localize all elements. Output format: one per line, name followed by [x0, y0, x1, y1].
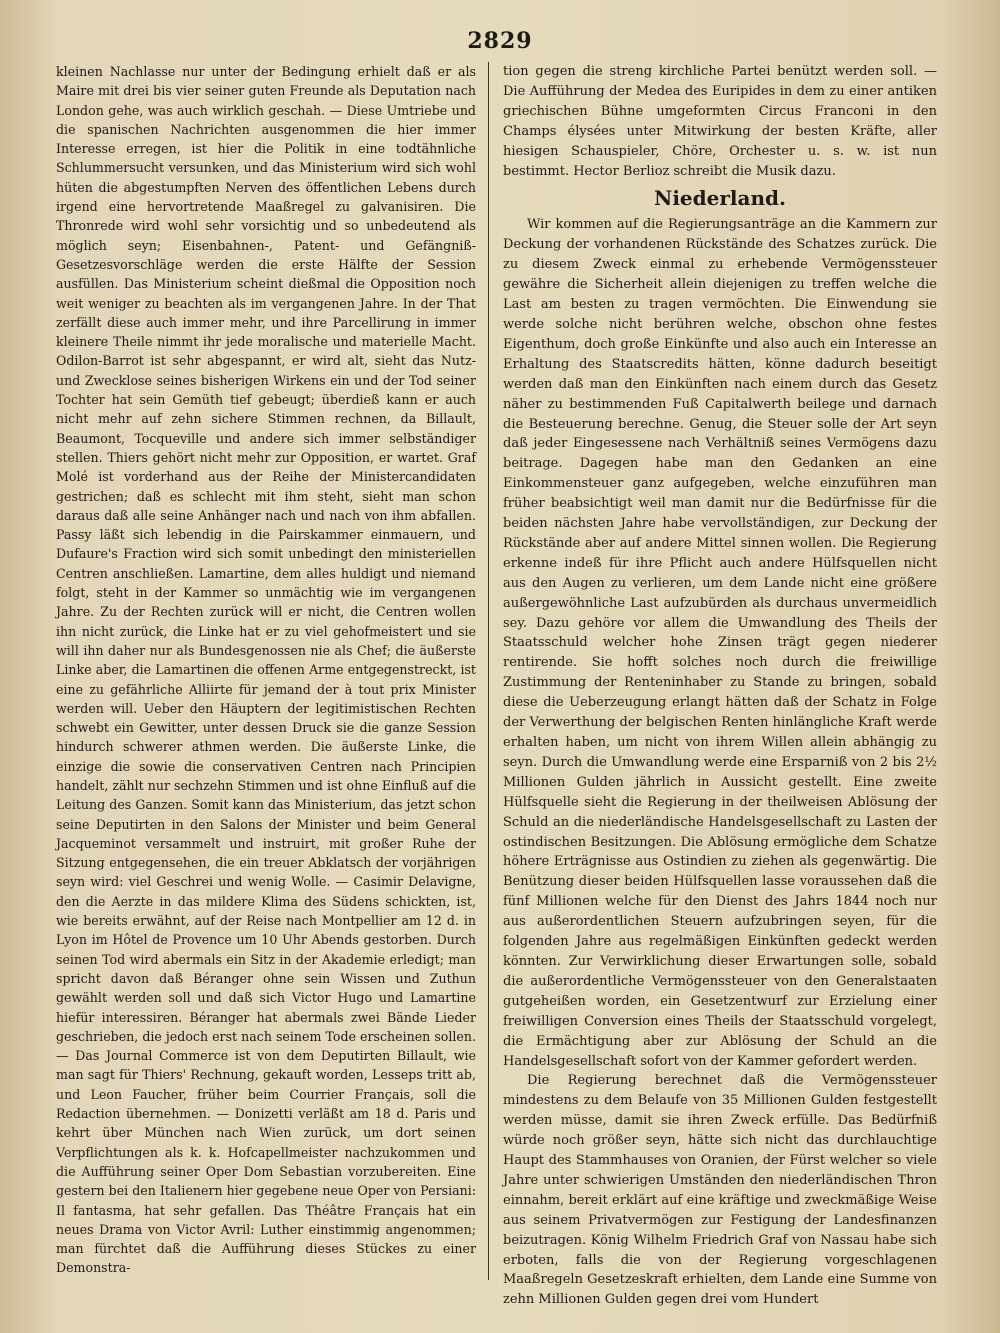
article-paragraph: Wir kommen auf die Regierungsanträge an die Kammern zur Deckung der vorhandenen Rückstände des Schatzes zurück. Die zu diesem Zweck einmal zu erhebende Vermögenssteuer gewähre die Sicherheit allein diejenigen zu treffen welche die Last am besten zu tragen vermöchten. Die Einwendung sie werde solche nicht berühren welche, obschon ohne festes Eigenthum, doch große Einkünfte und also auch ein Interesse an Erhaltung des Staatscredits hätten, könne dadurch beseitigt werden daß man den Einkünften nach einem durch das Gesetz näher zu bestimmenden Fuß Capitalwerth beilege und darnach die Besteuerung berechne. Genug, die Steuer solle der Art seyn daß jeder Eingesessene nach Verhältniß seines Vermögens dazu beitrage. Dagegen habe man den Gedanken an eine Einkommensteuer ganz aufgegeben, welche einzuführen man früher beabsichtigt weil man damit nur die Bedürfnisse für die beiden nächsten Jahre habe vervollständigen, zur Deckung der Rückstände aber auf andere Mittel sinnen wollen. Die Regierung erkenne indeß für ihre Pflicht auch andere Hülfsquellen nicht aus den Augen zu verlieren, um dem Lande nicht eine größere außergewöhnliche Last aufzubürden als durchaus unvermeidlich sey. Dazu gehöre vor allem die Umwandlung des Theils der Staatsschuld welcher hohe Zinsen trägt gegen niederer rentirende. Sie hofft solches noch durch die freiwillige Zustimmung der Renteninhaber zu Stande zu bringen, sobald diese die Ueberzeugung erlangt hätten daß der Schatz in Folge der Verwerthung der belgischen Renten hinlängliche Kraft werde erhalten haben, um nicht von ihrem Willen allein abhängig zu seyn. Durch die Umwandlung werde eine Ersparniß von 2 bis 2½ Millionen Gulden jährlich in Aussicht gestellt. Eine zweite Hülfsquelle sieht die Regierung in der theilweisen Ablösung der Schuld an die niederländische Handelsgesellschaft zu Lasten der ostindischen Besitzungen. Die Ablösung ermögliche dem Schatze höhere Erträgnisse aus Ostindien zu ziehen als gegenwärtig. Die Benützung dieser beiden Hülfsquellen lasse voraussehen daß die fünf Millionen welche für den Dienst des Jahrs 1844 noch nur aus außerordentlichen Steuern aufzubringen seyen, für die folgenden Jahre aus regelmäßigen Einkünften gedeckt werden könnten. Zur Verwirklichung dieser Erwartungen solle, sobald die außerordentliche Vermögenssteuer von den Generalstaaten gutgeheißen worden, ein Gesetzentwurf zur Erzielung einer freiwilligen Conversion eines Theils der Staatsschuld vorgelegt, die Ermächtigung aber zur Ablösung der Schuld an die Handelsgesellschaft sofort von der Kammer gefordert werden. [503, 217, 937, 1069]
left-column-text: kleinen Nachlasse nur unter der Bedingung erhielt daß er als Maire mit drei bis vier seiner guten Freunde als Deputation nach London gehe, was auch wirklich geschah. — Diese Umtriebe und die spanischen Nachrichten ausgenommen die hier immer Interesse erregen, ist hier die Politik in eine todtähnliche Schlummersucht versunken, und das Ministerium wird sich wohl hüten die abgestumpften Nerven des öffentlichen Lebens durch irgend eine hervortretende Maaßregel zu galvanisiren. Die Thronrede wird wohl sehr vorsichtig und so unbedeutend als möglich seyn; Eisenbahnen-, Patent- und Gefängniß-Gesetzesvorschläge werden die erste Hälfte der Session ausfüllen. Das Ministerium scheint dießmal die Opposition noch weit weniger zu beachten als im vergangenen Jahre. In der That zerfällt diese auch immer mehr, und ihre Parcellirung in immer kleinere Theile nimmt ihr jede moralische und materielle Macht. Odilon-Barrot ist sehr abgespannt, er wird alt, sieht das Nutz- und Zwecklose seines bisherigen Wirkens ein und der Tod seiner Tochter hat sein Gemüth tief gebeugt; überdieß kann er auch nicht mehr auf zehn sichere Stimmen rechnen, da Billault, Beaumont, Tocqueville und andere sich immer selbständiger stellen. Thiers gehört nicht mehr zur Opposition, er wartet. Graf Molé ist vorderhand aus der Reihe der Ministercandidaten gestrichen; daß es schlecht mit ihm steht, sieht man schon daraus daß alle seine Anhänger nach und nach von ihm abfallen. Passy läßt sich lebendig in die Pairskammer einmauern, und Dufaure's Fraction wird sich somit unbedingt den ministeriellen Centren anschließen. Lamartine, dem alles huldigt und niemand folgt, steht in der Kammer so unmächtig wie im vergangenen Jahre. Zu der Rechten zurück will er nicht, die Centren wollen ihn nicht zurück, die Linke hat er zu viel gehofmeistert und sie will ihn daher nur als Bundesgenossen nie als Chef; die äußerste Linke aber, die Lamartinen die offenen Arme entgegenstreckt, ist eine zu gefährliche Alliirte für jemand der à tout prix Minister werden will. Ueber den Häuptern der legitimistischen Rechten schwebt ein Gewitter, unter dessen Druck sie die ganze Session hindurch schwerer athmen werden. Die äußerste Linke, die einzige die sowie die conservativen Centren nach Principien handelt, zählt nur sechzehn Stimmen und ist ohne Einfluß auf die Leitung des Ganzen. Somit kann das Ministerium, das jetzt schon seine Deputirten in den Salons der Minister und beim General Jacqueminot versammelt und instruirt, mit großer Ruhe der Sitzung entgegensehen, die ein treuer Abklatsch der vorjährigen seyn wird: viel Geschrei und wenig Wolle. — Casimir Delavigne, den die Aerzte in das mildere Klima des Südens schickten, ist, wie bereits erwähnt, auf der Reise nach Montpellier am 12 d. in Lyon im Hôtel de Provence um 10 Uhr Abends gestorben. Durch seinen Tod wird abermals ein Sitz in der Akademie erledigt; man spricht davon daß Béranger ohne sein Wissen und Zuthun gewählt werden soll und daß sich Victor Hugo und Lamartine hiefür interessiren. Béranger hat abermals zwei Bände Lieder geschrieben, die jedoch erst nach seinem Tode erscheinen sollen. — Das Journal Commerce ist von dem Deputirten Billault, wie man sagt für Thiers' Rechnung, gekauft worden, Lesseps tritt ab, und Leon Faucher, früher beim Courrier Français, soll die Redaction übernehmen. — Donizetti verläßt am 18 d. Paris und kehrt über München nach Wien zurück, um dort seinen Verpflichtungen als k. k. Hofcapellmeister nachzukommen und die Aufführung seiner Oper Dom Sebastian vorzubereiten. Eine gestern bei den Italienern hier gegebene neue Oper von Persiani: Il fantasma, hat sehr gefallen. Das Théâtre Français hat ein neues Drama von Victor Avril: Luther einstimmig angenommen; man fürchtet daß die Aufführung dieses Stückes zu einer Demonstra- [56, 64, 476, 1276]
section-heading-niederland: Niederland. [654, 186, 786, 211]
article-paragraph: Die Regierung berechnet daß die Vermögenssteuer mindestens zu dem Belaufe von 35 Millionen Gulden festgestellt werden müsse, damit sie ihren Zweck erfülle. Das Bedürfniß würde noch größer seyn, hätte sich nicht das durchlauchtige Haupt des Stammhauses von Oranien, der Fürst welcher so viele Jahre unter schwierigen Umständen den niederländischen Thron einnahm, bereit erklärt auf eine kräftige und zweckmäßige Weise aus seinem Privatvermögen zur Festigung der Landesfinanzen beizutragen. König Wilhelm Friedrich Graf von Nassau habe sich erboten, falls die von der Regierung vorgeschlagenen Maaßregeln Gesetzeskraft erhielten, dem Lande eine Summe von zehn Millionen Gulden gegen drei vom Hundert [503, 1073, 937, 1308]
left-column [56, 62, 476, 1278]
column-divider [488, 62, 489, 1280]
right-column-lead: tion gegen die streng kirchliche Partei benützt werden soll. — Die Aufführung der Medea des Euripides in dem zu einer antiken griechischen Bühne umgeformten Circus Franconi in den Champs élysées unter Mitwirkung der besten Kräfte, aller hiesigen Schauspieler, Chöre, Orchester u. s. w. ist nun bestimmt. Hector Berlioz schreibt die Musik dazu. [503, 64, 937, 179]
right-column [503, 62, 937, 1310]
page-number: 2829 [467, 28, 533, 54]
